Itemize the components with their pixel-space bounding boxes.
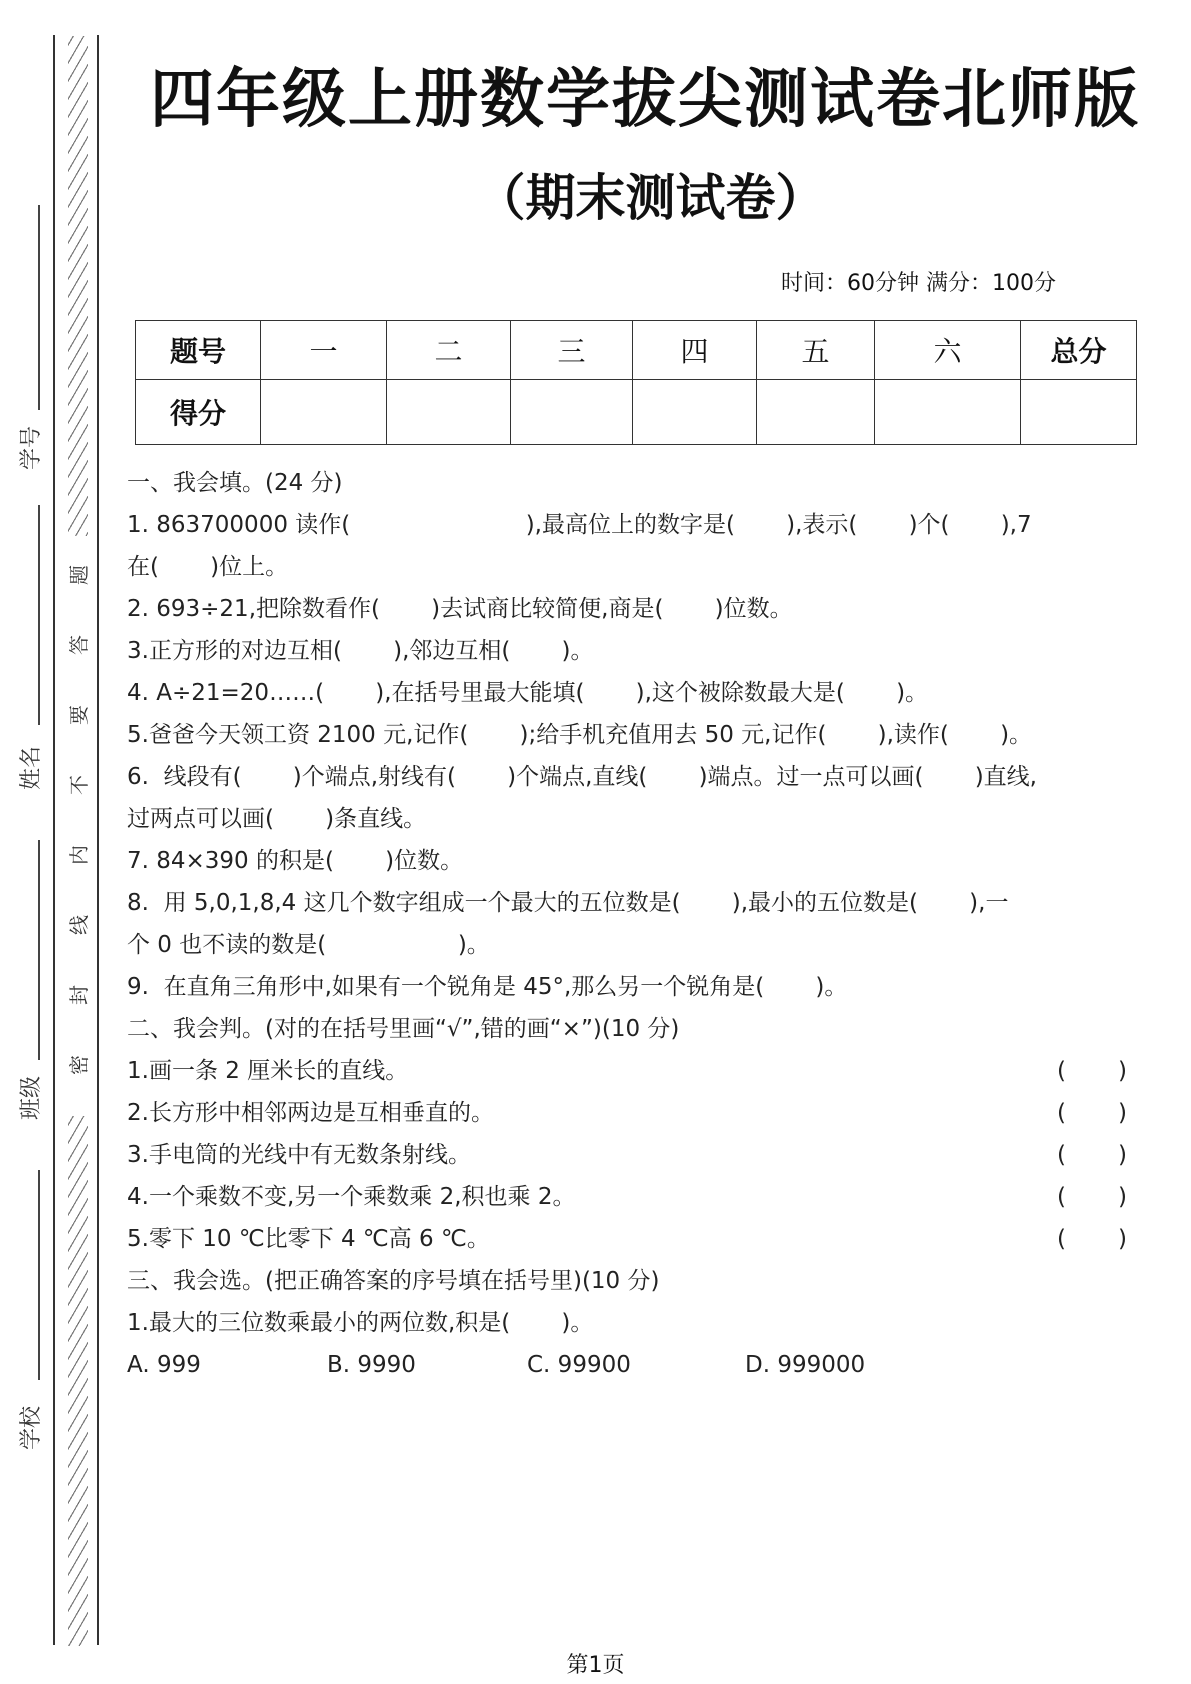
class-label: 班级 [19, 1075, 44, 1120]
page-title: 四年级上册数学拔尖测试卷北师版 [150, 63, 1140, 137]
question-line: 4. A÷21=20……( ),在括号里最大能填( ),这个被除数最大是( )。 [127, 680, 929, 706]
judge-item [127, 1218, 1137, 1260]
score-table [135, 320, 1137, 445]
score-table-score-row [136, 380, 1137, 445]
question-number-label: 题号 [136, 321, 261, 380]
answer-blank[interactable] [1057, 1134, 1127, 1176]
paren-open: ( [1057, 1142, 1066, 1168]
score-table-header-row [136, 321, 1137, 380]
score-cell[interactable] [387, 380, 511, 445]
score-cell[interactable] [875, 380, 1021, 445]
question-line: 9. 在直角三角形中,如果有一个锐角是 45°,那么另一个锐角是( )。 [127, 974, 848, 1000]
seal-char: 密 [67, 1055, 91, 1075]
answer-blank[interactable] [1057, 1176, 1127, 1218]
judge-item-text: 1.画一条 2 厘米长的直线。 [127, 1058, 409, 1084]
paren-close: ) [1118, 1184, 1127, 1210]
choice-question: 1.最大的三位数乘最小的两位数,积是( )。 [127, 1310, 594, 1336]
seal-notice [66, 540, 92, 1100]
score-cell[interactable] [633, 380, 757, 445]
questions-body [127, 462, 1137, 1386]
question-line: 在( )位上。 [127, 554, 289, 580]
seal-char: 要 [67, 705, 91, 725]
question-line: 7. 84×390 的积是( )位数。 [127, 848, 464, 874]
column-header: 一 [261, 321, 387, 380]
school-label: 学校 [19, 1405, 44, 1450]
hatch-pattern-bottom [68, 1116, 88, 1646]
seal-char: 线 [67, 915, 91, 935]
paren-open: ( [1057, 1226, 1066, 1252]
class-field[interactable] [38, 840, 40, 1060]
answer-blank[interactable] [1057, 1092, 1127, 1134]
paren-close: ) [1118, 1142, 1127, 1168]
judge-item-text: 3.手电筒的光线中有无数条射线。 [127, 1142, 471, 1168]
paren-close: ) [1118, 1226, 1127, 1252]
question-line: 过两点可以画( )条直线。 [127, 806, 427, 832]
judge-item [127, 1092, 1137, 1134]
answer-blank[interactable] [1057, 1050, 1127, 1092]
paren-open: ( [1057, 1058, 1066, 1084]
seal-char: 不 [67, 775, 91, 795]
question-line: 2. 693÷21,把除数看作( )去试商比较简便,商是( )位数。 [127, 596, 793, 622]
paren-close: ) [1118, 1058, 1127, 1084]
question-line: 1. 863700000 读作( ),最高位上的数字是( ),表示( )个( ),7 [127, 512, 1032, 538]
choice-options [127, 1344, 1137, 1386]
question-line: 个 0 也不读的数是( )。 [127, 932, 490, 958]
student-id-label: 学号 [19, 425, 44, 470]
name-label: 姓名 [19, 745, 44, 790]
score-cell[interactable] [511, 380, 633, 445]
column-header: 五 [757, 321, 875, 380]
section-1-heading: 一、我会填。(24 分) [127, 470, 343, 496]
option-a: A. 999 [127, 1352, 201, 1378]
judge-item [127, 1134, 1137, 1176]
question-line: 6. 线段有( )个端点,射线有( )个端点,直线( )端点。过一点可以画( )直线, [127, 764, 1037, 790]
binding-line-inner [97, 35, 99, 1645]
score-label: 得分 [136, 380, 261, 445]
score-cell[interactable] [757, 380, 875, 445]
column-header-total: 总分 [1021, 321, 1137, 380]
column-header: 四 [633, 321, 757, 380]
answer-blank[interactable] [1057, 1218, 1127, 1260]
judge-item-text: 5.零下 10 ℃比零下 4 ℃高 6 ℃。 [127, 1226, 490, 1252]
judge-item-text: 4.一个乘数不变,另一个乘数乘 2,积也乘 2。 [127, 1184, 576, 1210]
page-subtitle: （期末测试卷） [475, 169, 826, 227]
judge-item [127, 1050, 1137, 1092]
question-line: 5.爸爸今天领工资 2100 元,记作( );给手机充值用去 50 元,记作( ),读作( )。 [127, 722, 1033, 748]
judge-item [127, 1176, 1137, 1218]
paren-close: ) [1118, 1100, 1127, 1126]
student-id-field[interactable] [38, 205, 40, 410]
seal-char: 内 [67, 845, 91, 865]
option-c: C. 99900 [527, 1352, 631, 1378]
option-b: B. 9990 [327, 1352, 416, 1378]
paren-open: ( [1057, 1100, 1066, 1126]
column-header: 二 [387, 321, 511, 380]
question-line: 8. 用 5,0,1,8,4 这几个数字组成一个最大的五位数是( ),最小的五位数是( ),一 [127, 890, 1009, 916]
score-cell[interactable] [261, 380, 387, 445]
binding-line-outer [53, 35, 55, 1645]
seal-char: 封 [67, 985, 91, 1005]
exam-meta: 时间：60分钟 满分：100分 [781, 271, 1056, 296]
question-line: 3.正方形的对边互相( ),邻边互相( )。 [127, 638, 594, 664]
page-number: 第1页 [566, 1653, 625, 1678]
column-header: 三 [511, 321, 633, 380]
paren-open: ( [1057, 1184, 1066, 1210]
section-3-heading: 三、我会选。(把正确答案的序号填在括号里)(10 分) [127, 1268, 660, 1294]
name-field[interactable] [38, 505, 40, 725]
column-header: 六 [875, 321, 1021, 380]
school-field[interactable] [38, 1170, 40, 1380]
seal-char: 答 [67, 635, 91, 655]
option-d: D. 999000 [745, 1352, 866, 1378]
seal-char: 题 [67, 565, 91, 585]
judge-item-text: 2.长方形中相邻两边是互相垂直的。 [127, 1100, 494, 1126]
hatch-pattern-top [68, 36, 88, 536]
score-cell-total[interactable] [1021, 380, 1137, 445]
section-2-heading: 二、我会判。(对的在括号里画“√”,错的画“×”)(10 分) [127, 1016, 680, 1042]
